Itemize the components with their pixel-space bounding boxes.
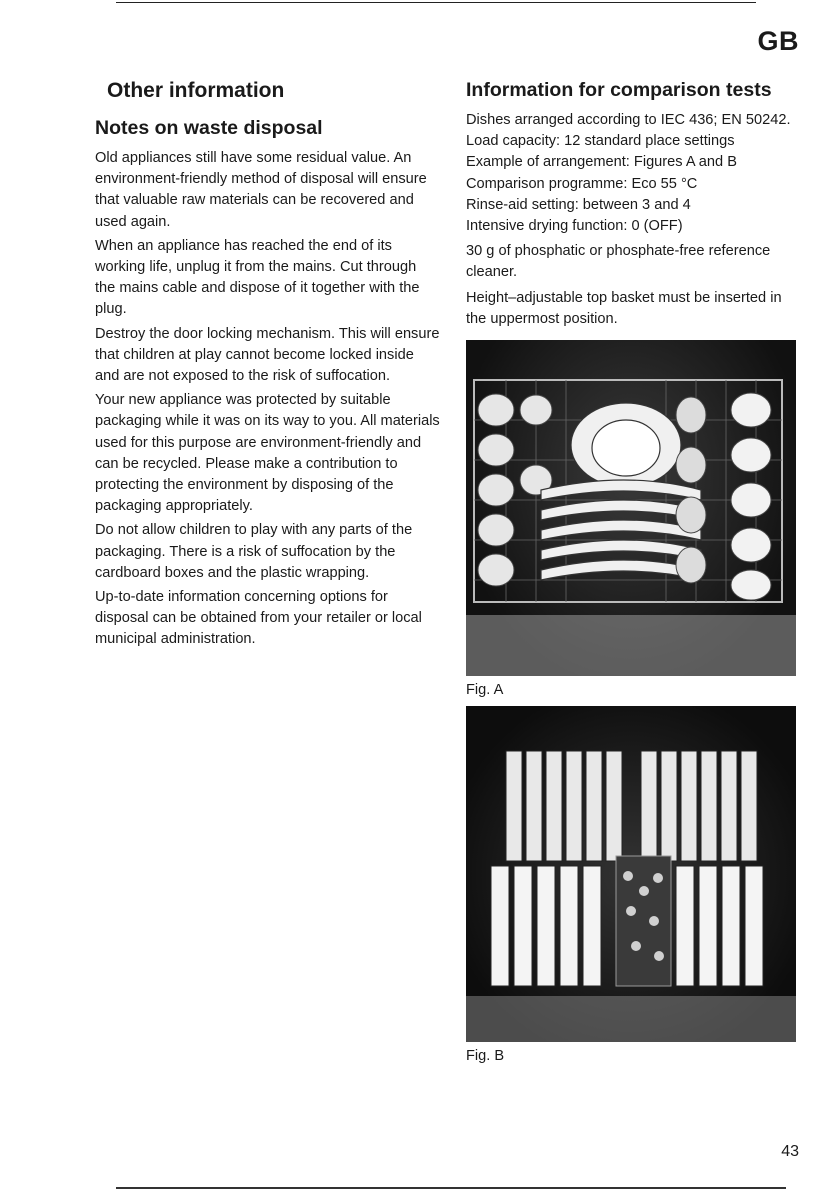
info-line: Comparison programme: Eco 55 °C xyxy=(466,175,698,192)
info-line: Example of arrangement: Figures A and B xyxy=(466,154,737,171)
paragraph: Up-to-date information concerning options for disposal can be obtained from your retailer or local municipal administration. xyxy=(95,589,422,648)
paragraph: Your new appliance was protected by suitable packaging while it was on its way to you. All materials used for this purpose are environment-friendly and can be recycled. Please make a contribution to protecting the environment by disposing of the packaging appropriately. xyxy=(95,392,440,515)
paragraph: When an appliance has reached the end of its working life, unplug it from the mains. Cut through the mains cable and dispose of it together with the plug. xyxy=(95,237,420,318)
paragraph: Destroy the door locking mechanism. This will ensure that children at play cannot become locked inside and are not exposed to the risk of suffocation. xyxy=(95,325,440,385)
page-number: 43 xyxy=(781,1143,799,1160)
comparison-tests-title: Information for comparison tests xyxy=(466,79,772,101)
figure-a-photo xyxy=(466,340,796,676)
top-rule xyxy=(116,2,756,3)
right-column xyxy=(466,78,801,1066)
figure-b-caption: Fig. B xyxy=(466,1048,505,1065)
paragraph: Do not allow children to play with any parts of the packaging. There is a risk of suffocation by the cardboard boxes and the plastic wrapping. xyxy=(95,522,413,581)
subheading-waste-disposal: Notes on waste disposal xyxy=(95,117,323,139)
figure-a-caption: Fig. A xyxy=(466,682,504,699)
paragraph-basket: Height–adjustable top basket must be inserted in the uppermost position. xyxy=(466,289,782,327)
paragraph-cleaner: 30 g of phosphatic or phosphate-free reference cleaner. xyxy=(466,243,771,281)
language-code: GB xyxy=(757,26,799,56)
info-line: Dishes arranged according to IEC 436; EN 50242. xyxy=(466,112,791,128)
figure-b-photo xyxy=(466,706,796,1042)
left-column xyxy=(95,78,440,654)
bottom-rule xyxy=(116,1187,786,1189)
section-title: Other information xyxy=(107,79,285,102)
info-line: Rinse-aid setting: between 3 and 4 xyxy=(466,196,691,213)
info-line: Intensive drying function: 0 (OFF) xyxy=(466,218,683,235)
paragraph: Old appliances still have some residual value. An environment-friendly method of disposal will ensure that valuable raw materials can be recovered and used again. xyxy=(95,150,427,230)
info-line: Load capacity: 12 standard place settings xyxy=(466,133,735,150)
